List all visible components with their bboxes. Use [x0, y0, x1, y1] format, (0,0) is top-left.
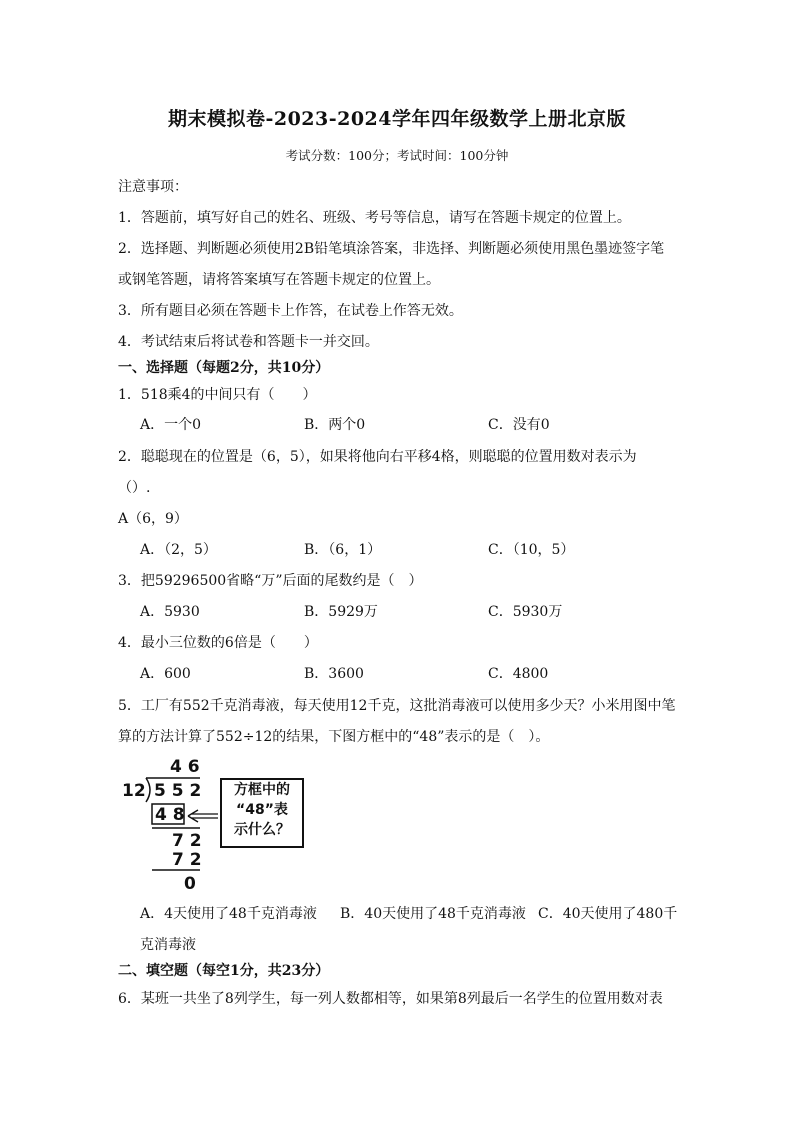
division-step: 7 2 [172, 850, 202, 870]
question-1-option-b: B．两个0 [304, 417, 366, 433]
question-2-stem-cont: （）. [118, 480, 151, 496]
dividend: 5 5 2 [154, 781, 202, 801]
question-2-extra: A（6，9） [118, 511, 188, 527]
callout-line: 方框中的 [234, 782, 290, 798]
question-1-option-c: C．没有0 [488, 417, 550, 433]
callout-line: “48”表 [236, 802, 288, 818]
question-3-option-b: B．5929万 [304, 604, 378, 620]
question-4-option-a: A．600 [140, 666, 191, 682]
question-2-option-b: B．（6，1） [304, 542, 382, 558]
page-subtitle: 考试分数：100分；考试时间：100分钟 [285, 148, 509, 163]
question-5-option-a: A．4天使用了48千克消毒液 [140, 906, 317, 922]
notice-item: 4．考试结束后将试卷和答题卡一并交回。 [118, 334, 379, 350]
question-3-option-a: A．5930 [140, 604, 200, 620]
question-2-option-a: A．（2，5） [140, 542, 217, 558]
question-5-option-b: B．40天使用了48千克消毒液 [340, 906, 526, 922]
section-heading-fill: 二、填空题（每空1分，共23分） [118, 963, 330, 979]
divisor: 12 [122, 781, 146, 801]
question-4-option-b: B．3600 [304, 666, 364, 682]
boxed-product: 4 8 [155, 805, 185, 825]
callout-line: 示什么？ [234, 822, 290, 838]
question-3-option-c: C．5930万 [488, 604, 563, 620]
question-4-option-c: C．4800 [488, 666, 549, 682]
page-title: 期末模拟卷-2023-2024学年四年级数学上册北京版 [167, 108, 627, 130]
question-2-stem: 2．聪聪现在的位置是（6，5），如果将他向右平移4格，则聪聪的位置用数对表示为 [118, 449, 637, 465]
question-5-stem: 5．工厂有552千克消毒液，每天使用12千克，这批消毒液可以使用多少天？小米用图中笔 [118, 698, 676, 714]
question-2-option-c: C．（10，5） [488, 542, 575, 558]
question-5-option-c-cont: 克消毒液 [140, 937, 196, 953]
remainder: 0 [184, 874, 196, 894]
division-step: 7 2 [172, 831, 202, 851]
notice-item: 3．所有题目必须在答题卡上作答，在试卷上作答无效。 [118, 303, 463, 319]
division-bracket [146, 778, 150, 802]
notice-item: 或钢笔答题，请将答案填写在答题卡规定的位置上。 [118, 272, 440, 288]
quotient-digits: 4 6 [170, 757, 200, 777]
question-6-stem: 6．某班一共坐了8列学生，每一列人数都相等，如果第8列最后一名学生的位置用数对表 [118, 991, 663, 1007]
section-heading-choice: 一、选择题（每题2分，共10分） [118, 360, 330, 376]
question-1-stem: 1．518乘4的中间只有（ ） [118, 387, 317, 403]
question-3-stem: 3．把59296500省略“万”后面的尾数约是（ ） [118, 573, 423, 589]
question-4-stem: 4．最小三位数的6倍是（ ） [118, 635, 318, 651]
notice-item: 2．选择题、判断题必须使用2B铅笔填涂答案，非选择、判断题必须使用黑色墨迹签字笔 [118, 241, 665, 257]
notice-heading: 注意事项： [118, 179, 188, 195]
question-5-stem-cont: 算的方法计算了552÷12的结果，下图方框中的“48”表示的是（ ）。 [118, 729, 550, 745]
callout-box [220, 778, 304, 848]
question-1-option-a: A．一个0 [140, 417, 202, 433]
question-5-option-c: C．40天使用了480千 [538, 906, 678, 922]
notice-item: 1．答题前，填写好自己的姓名、班级、考号等信息，请写在答题卡规定的位置上。 [118, 210, 631, 226]
arrow-head-icon [188, 810, 198, 822]
